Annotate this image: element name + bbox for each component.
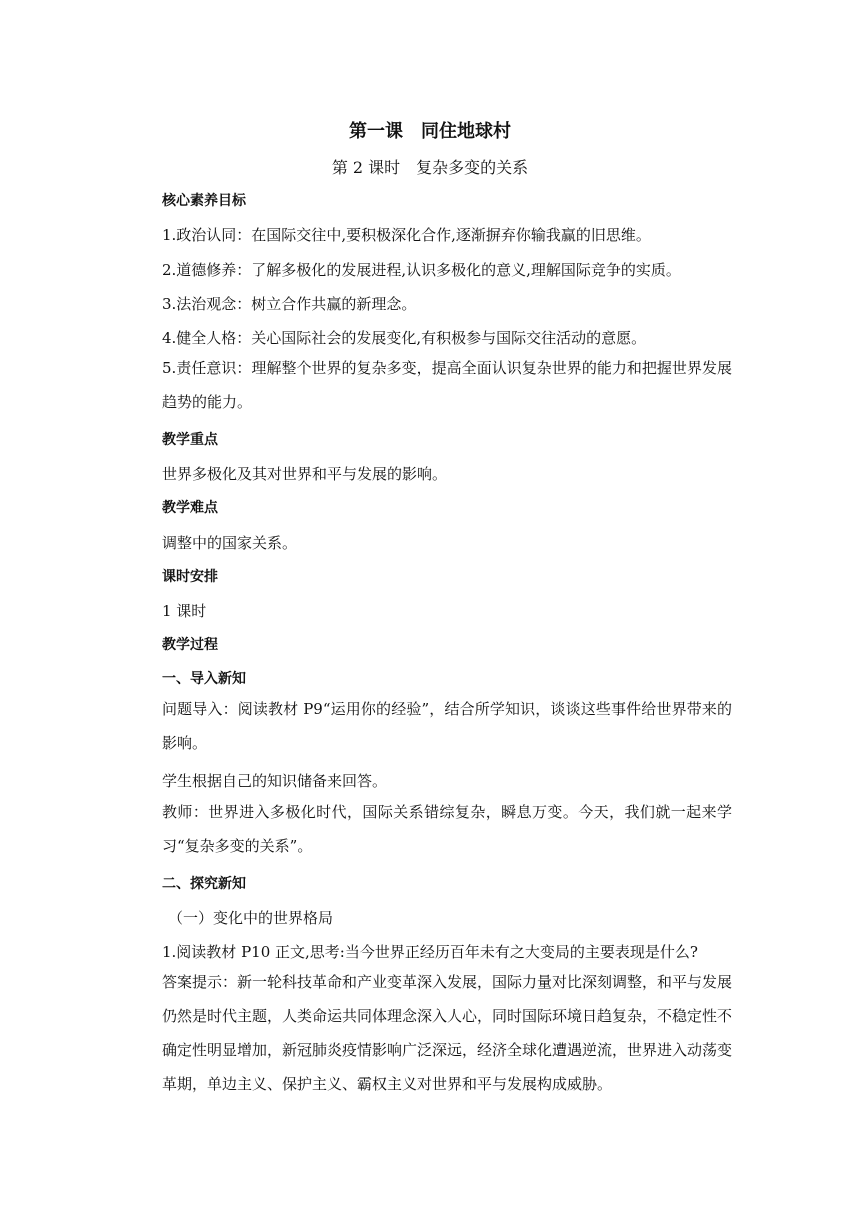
- focus-heading: 教学重点: [162, 432, 218, 448]
- goal-item: 1.政治认同：在国际交往中,要积极深化合作,逐渐摒弃你输我赢的旧思维。: [162, 226, 651, 244]
- goal-item: 3.法治观念：树立合作共赢的新理念。: [162, 295, 417, 313]
- schedule-text: 1 课时: [162, 602, 207, 620]
- page-subtitle: 第 2 课时 复杂多变的关系: [331, 158, 529, 177]
- teacher-remark: 教师：世界进入多极化时代，国际关系错综复杂，瞬息万变。今天，我们就一起来学习“复杂多变的关系”。: [162, 803, 732, 855]
- section2-subheading: （一）变化中的世界格局: [168, 909, 334, 927]
- schedule-heading: 课时安排: [162, 569, 218, 585]
- student-response: 学生根据自己的知识储备来回答。: [162, 772, 388, 790]
- explore-question: 1.阅读教材 P10 正文,思考:当今世界正经历百年未有之大变局的主要表现是什么?: [162, 943, 698, 961]
- goal-item: 4.健全人格：关心国际社会的发展变化,有积极参与国际交往活动的意愿。: [162, 329, 647, 347]
- focus-text: 世界多极化及其对世界和平与发展的影响。: [162, 465, 448, 483]
- difficulty-heading: 教学难点: [162, 500, 218, 516]
- goal-item: 2.道德修养：了解多极化的发展进程,认识多极化的意义,理解国际竞争的实质。: [162, 261, 681, 279]
- intro-question: 问题导入：阅读教材 P9“运用你的经验”，结合所学知识，谈谈这些事件给世界带来的影响。: [162, 700, 732, 752]
- difficulty-text: 调整中的国家关系。: [162, 534, 298, 552]
- answer-hint: 答案提示：新一轮科技革命和产业变革深入发展，国际力量对比深刻调整，和平与发展仍然是时代主题，人类命运共同体理念深入人心，同时国际环境日趋复杂，不稳定性不确定性明显增加，新冠肺炎疫情影响广泛深远，经济全球化遭遇逆流，世界进入动荡变革期，单边主义、保护主义、霸权主义对世界和平与发展构成威胁。: [162, 973, 733, 1093]
- goal-item: 5.责任意识：理解整个世界的复杂多变，提高全面认识复杂世界的能力和把握世界发展趋势的能力。: [162, 359, 732, 411]
- section1-heading: 一、导入新知: [162, 671, 246, 687]
- process-heading: 教学过程: [162, 637, 218, 653]
- goals-heading: 核心素养目标: [162, 193, 246, 209]
- page-title: 第一课 同住地球村: [349, 121, 511, 142]
- section2-heading: 二、探究新知: [162, 876, 246, 892]
